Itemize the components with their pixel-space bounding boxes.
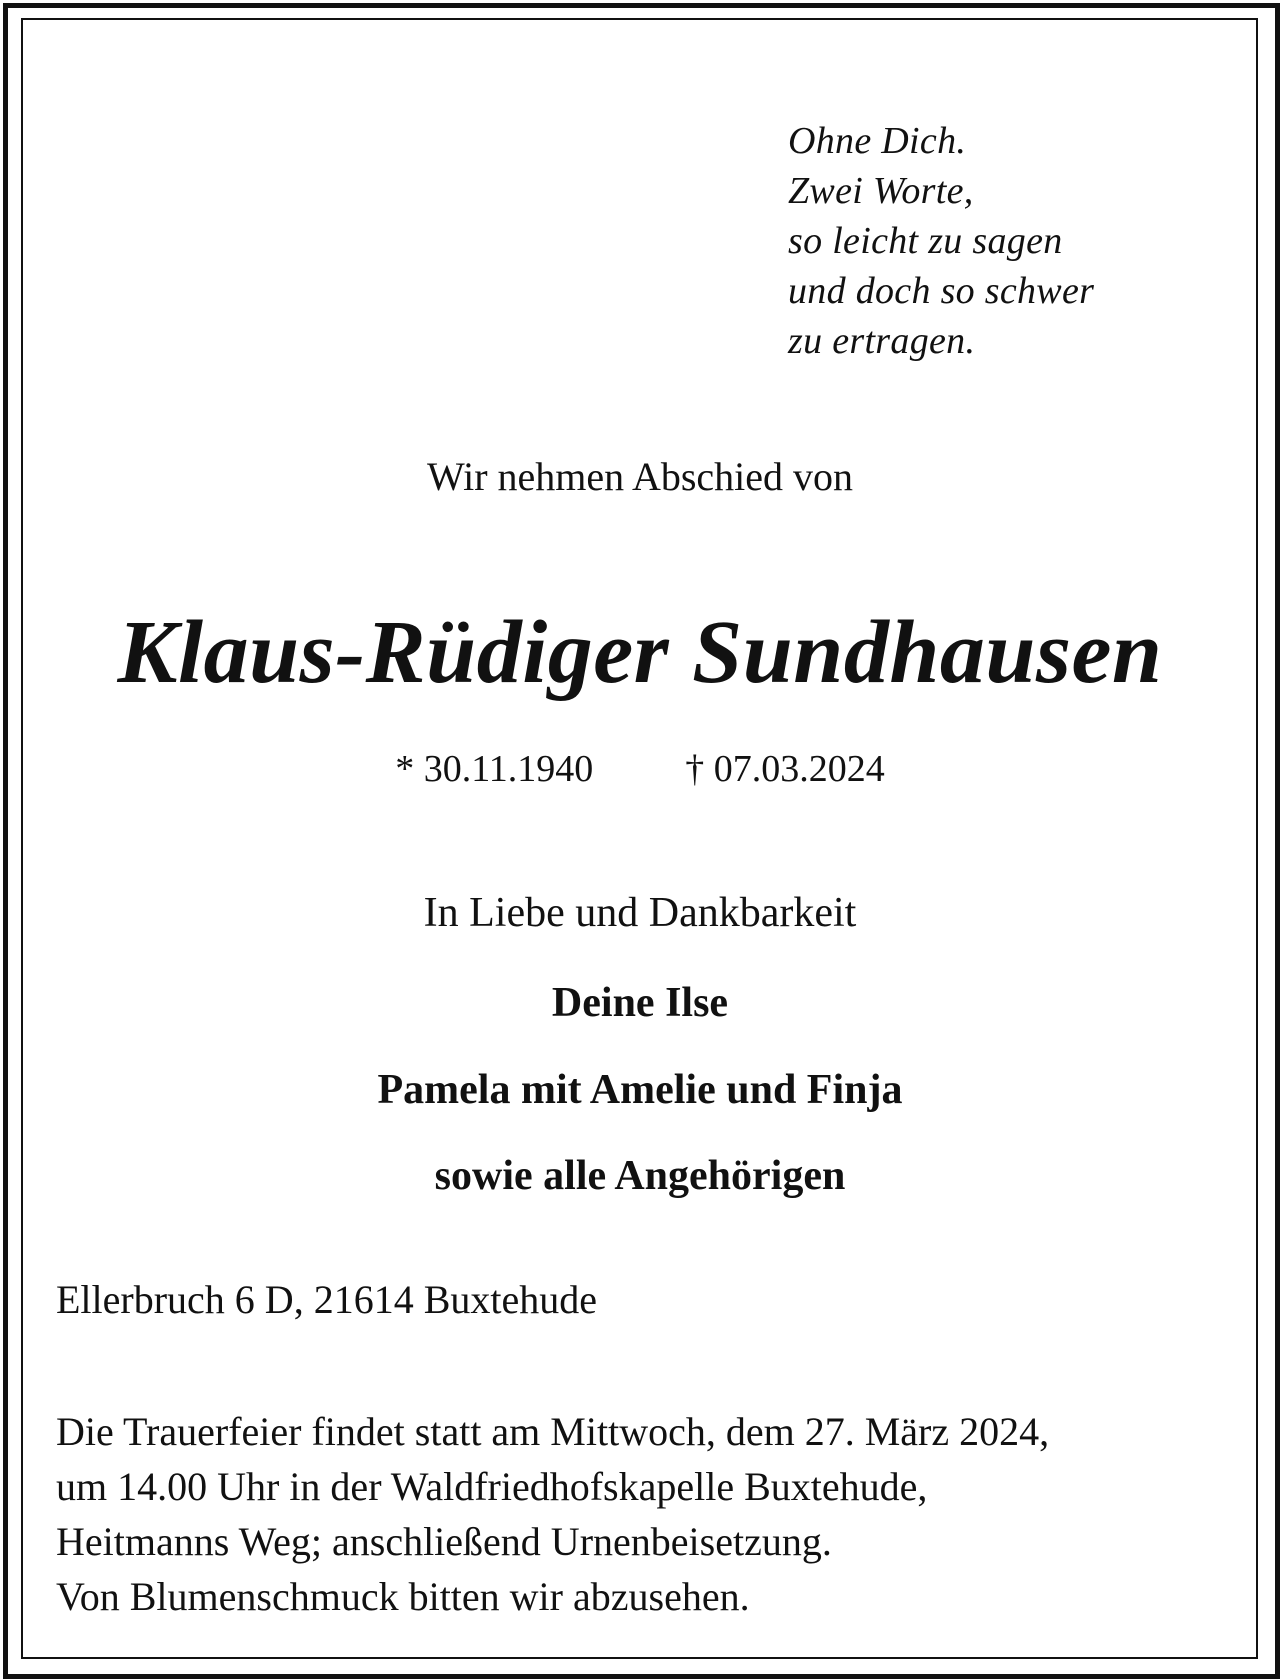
deceased-name: Klaus-Rüdiger Sundhausen [117, 603, 1163, 702]
poem-line: und doch so schwer [788, 270, 1095, 312]
notice-line: um 14.00 Uhr in der Waldfriedhofskapelle Buxtehude, [56, 1464, 928, 1509]
poem [788, 116, 1094, 366]
poem-line: so leicht zu sagen [788, 220, 1063, 262]
poem-line: Ohne Dich. [788, 120, 967, 162]
intro-text: Wir nehmen Abschied von [426, 454, 854, 499]
mourner-line: Pamela mit Amelie und Finja [377, 1067, 903, 1113]
notice-line: Die Trauerfeier findet statt am Mittwoch, dem 27. März 2024, [56, 1409, 1050, 1454]
notice-line: Heitmanns Weg; anschließend Urnenbeisetzung. [56, 1519, 832, 1564]
birth-date: * 30.11.1940 [395, 748, 594, 790]
poem-line: Zwei Worte, [788, 170, 974, 212]
mourner-line: sowie alle Angehörigen [434, 1153, 846, 1199]
notice-line: Von Blumenschmuck bitten wir abzusehen. [56, 1574, 750, 1619]
life-dates [0, 744, 1280, 794]
address: Ellerbruch 6 D, 21614 Buxtehude [56, 1277, 597, 1322]
poem-line: zu ertragen. [788, 320, 976, 362]
closing-text: In Liebe und Dankbarkeit [423, 890, 857, 936]
mourner-line: Deine Ilse [551, 980, 729, 1026]
death-date: † 07.03.2024 [685, 748, 885, 790]
funeral-notice [56, 1404, 1049, 1624]
